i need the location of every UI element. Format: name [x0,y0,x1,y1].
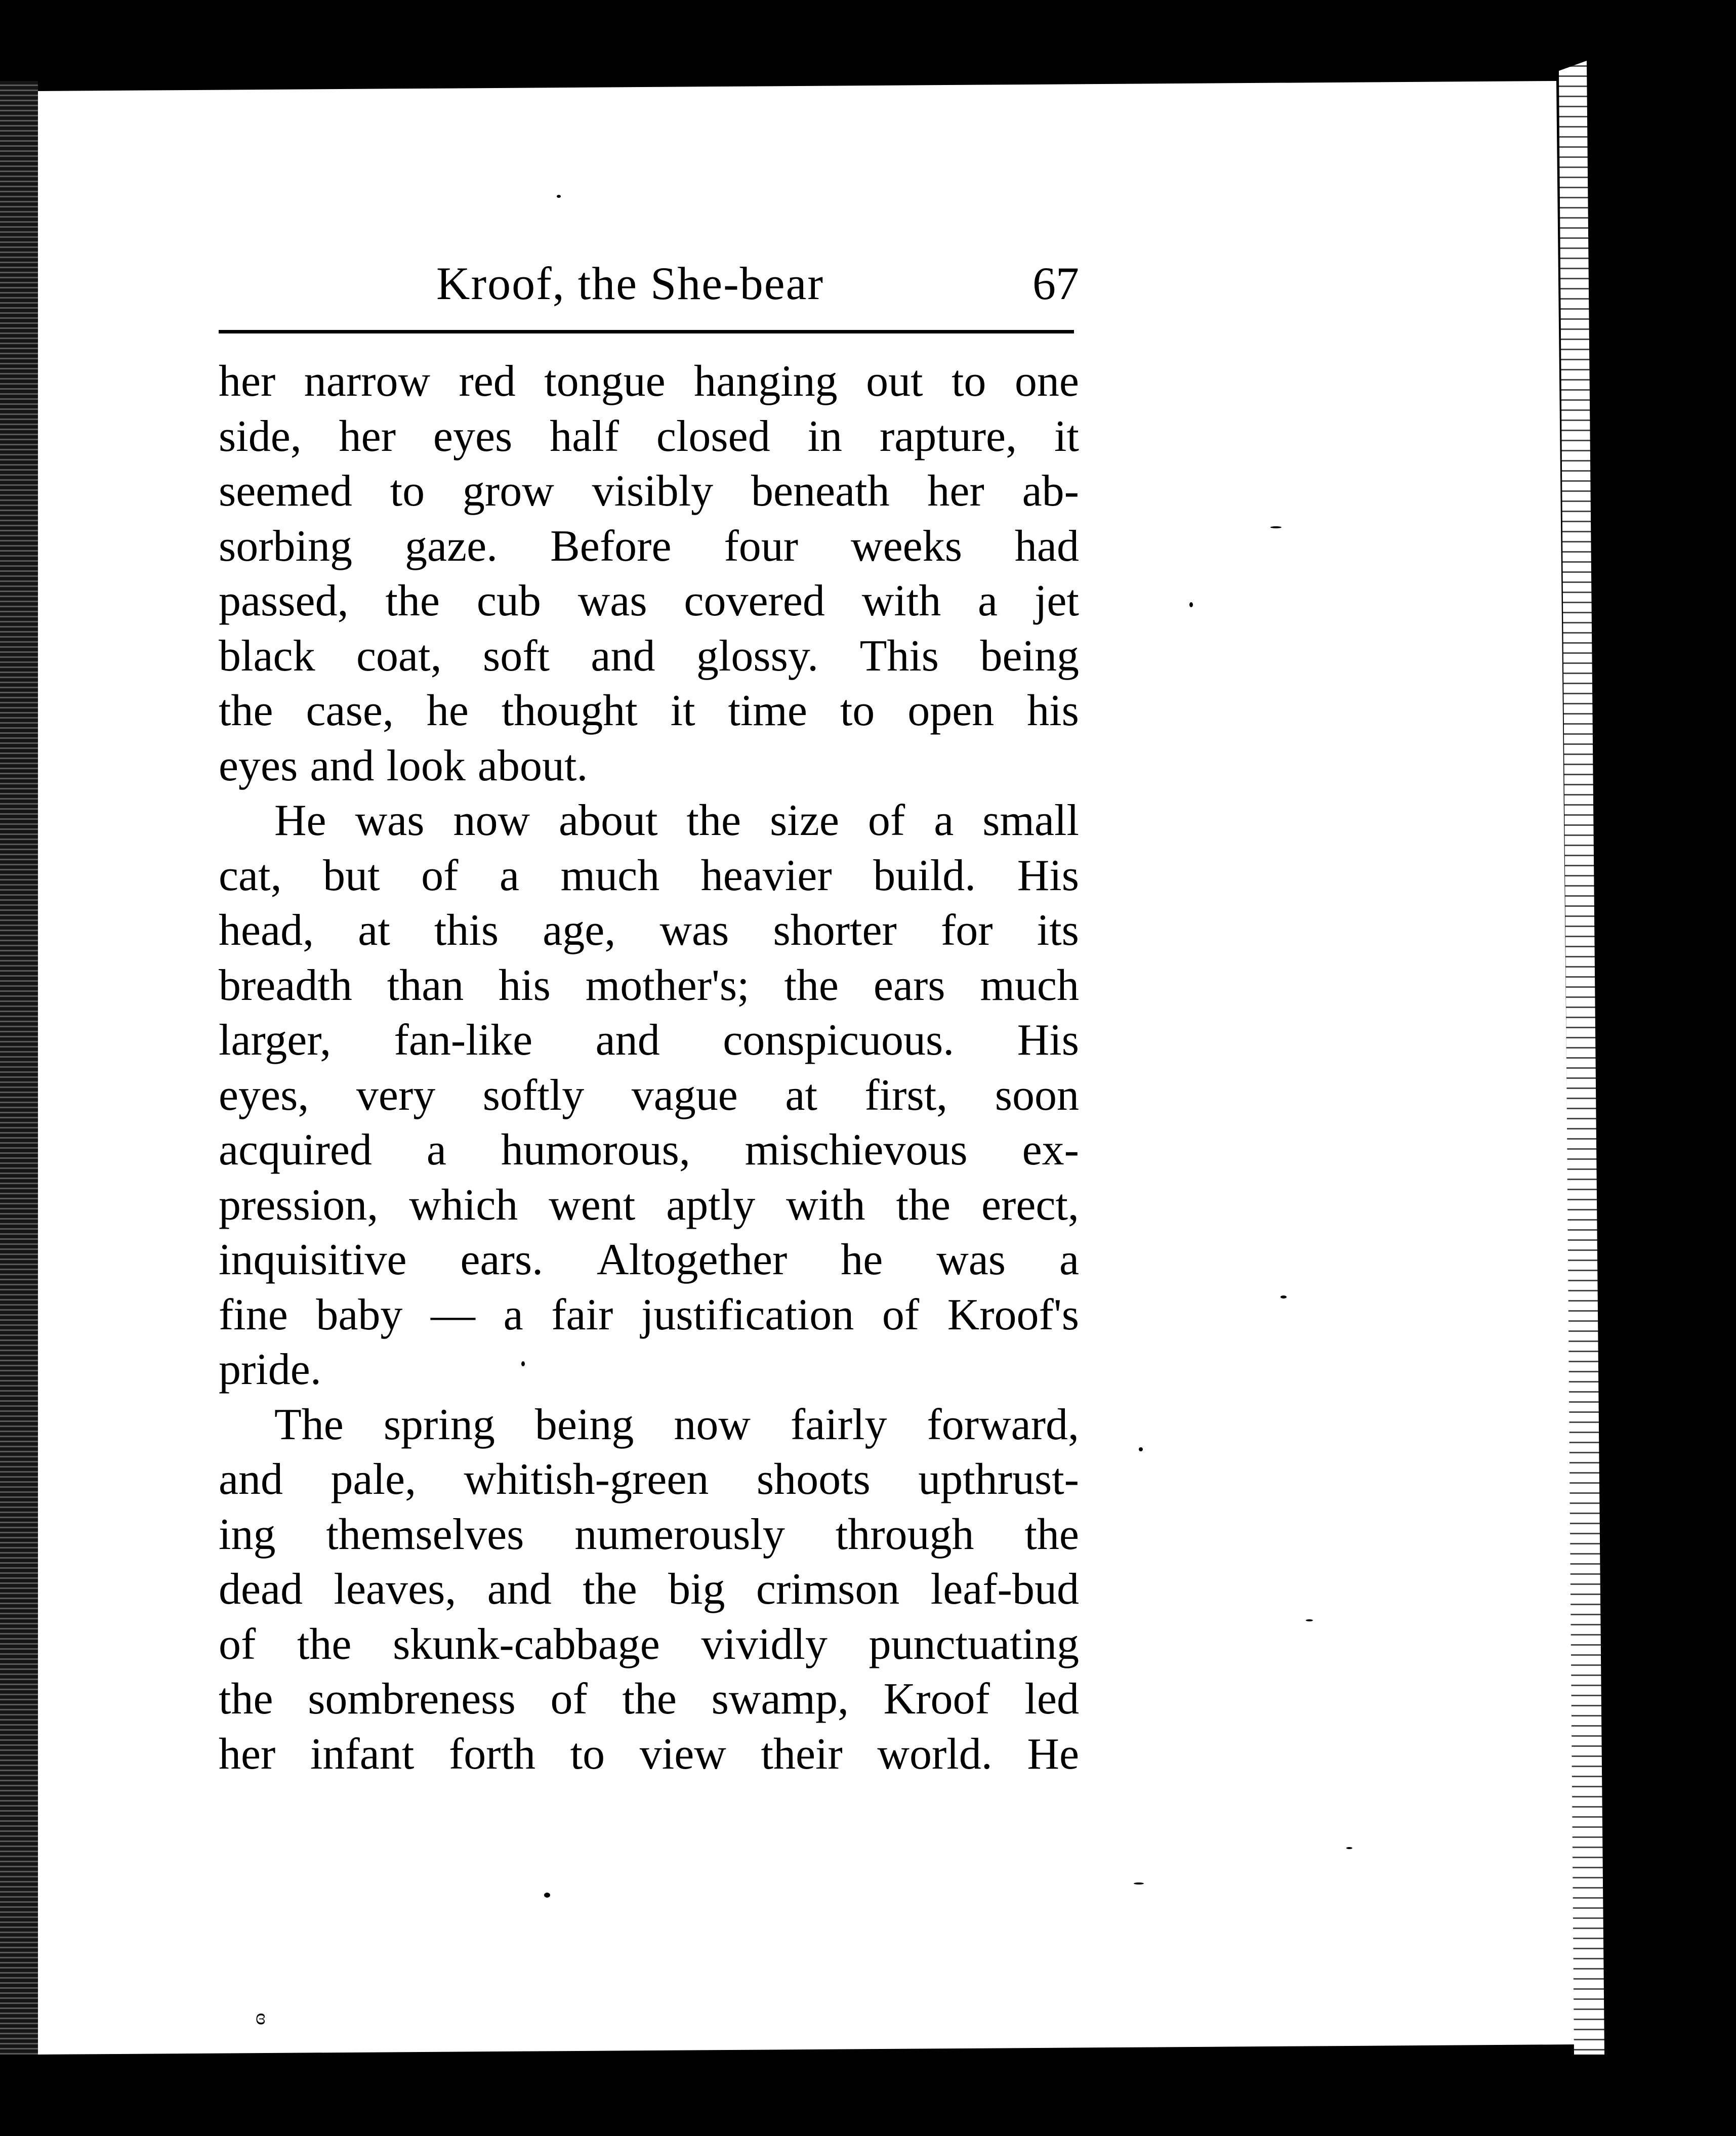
text-line [219,1123,1079,1178]
word: larger, [219,1016,332,1065]
text-line [219,464,1079,519]
ink-speck [1306,1619,1313,1621]
word: whitish-green [464,1455,709,1504]
word: inquisitive [219,1235,407,1284]
word: being [980,631,1079,681]
word: pression, [219,1180,379,1230]
word: the [219,1674,273,1724]
word: He [274,796,326,845]
word: crimson [756,1565,900,1614]
word: ab- [1022,467,1079,516]
word: leaves, [334,1565,457,1614]
word: seemed [219,467,352,516]
word: He [1027,1729,1079,1779]
word: eyes, [219,1070,309,1120]
ink-speck [1139,1447,1143,1451]
word: now [674,1400,751,1449]
word: out [866,357,923,406]
word: it [1054,411,1079,461]
word: covered [684,576,825,625]
word: Altogether [597,1235,788,1284]
word: world. [877,1729,993,1779]
text-line [219,409,1079,465]
word: shoots [756,1455,871,1504]
word: a [503,1290,523,1339]
word: his [499,960,551,1010]
word: to [951,357,986,406]
ink-speck [1189,602,1193,607]
word: small [982,796,1079,845]
word: soft [483,631,550,681]
word: side, [219,411,302,461]
word: cub [476,576,541,625]
word: baby [316,1290,403,1339]
word: he [426,686,469,735]
word: her [219,1729,276,1779]
word: being [534,1400,634,1449]
word: build. [873,851,976,900]
running-head-title: Kroof, the She-bear [436,258,824,309]
word: pride. [219,1345,321,1394]
word: the [784,960,839,1010]
word: black [219,631,315,681]
word: closed [656,411,770,461]
word: Before [550,521,672,571]
word: view [639,1729,726,1779]
word: sorbing [219,521,352,571]
word: vividly [701,1619,828,1669]
word: of [550,1674,588,1724]
word: swamp, [711,1674,849,1724]
text-line [219,1562,1079,1617]
word: justification [641,1290,854,1339]
word: the [686,796,741,845]
word: shorter [773,906,897,955]
word: the [219,686,273,735]
word: glossy. [696,631,819,681]
word: their [761,1729,843,1779]
word: Kroof's [947,1290,1079,1339]
word: the [385,576,440,625]
word: of [421,851,459,900]
running-head [219,253,1079,314]
word: was [577,576,647,625]
word: tongue [544,357,666,406]
text-line [219,574,1079,629]
word: gaze. [404,521,498,571]
word: for [941,906,993,955]
word: The [274,1400,344,1449]
word: but [323,851,380,900]
word: size [770,796,839,845]
word: look [386,741,466,790]
word: went [549,1180,636,1230]
text-line [219,958,1079,1014]
word: of [219,1619,256,1669]
word: breadth [219,960,352,1010]
word: he [841,1235,883,1284]
word: ing [219,1510,276,1559]
word: head, [219,906,314,955]
word: pale, [330,1455,417,1504]
word: jet [1034,576,1079,625]
word: cat, [219,851,282,900]
ink-speck [557,195,561,198]
footer-mark: ɞ [256,2004,266,2029]
word: through [835,1510,974,1559]
word: than [387,960,464,1010]
word: dead [219,1565,303,1614]
body-text [219,354,1079,1782]
word: weeks [851,521,962,571]
word: ears [873,960,945,1010]
word: mischievous [745,1125,968,1175]
ink-speck [1280,1295,1287,1299]
word: leaf-bud [930,1565,1079,1614]
word: of [867,796,905,845]
word: in [807,411,843,461]
word: much [980,960,1079,1010]
word: themselves [326,1510,524,1559]
word: the [1024,1510,1079,1559]
word: beneath [751,467,890,516]
text-line [219,519,1079,574]
word: big [668,1565,725,1614]
text-line [219,629,1079,684]
word: about [559,796,658,845]
word: one [1014,357,1079,406]
word: now [453,796,530,845]
word: case, [306,686,394,735]
word: very [356,1070,436,1120]
word: infant [310,1729,415,1779]
word: softly [482,1070,585,1120]
word: first, [864,1070,948,1120]
word: Kroof [883,1674,990,1724]
word: was [659,906,729,955]
word: half [550,411,619,461]
word: a [978,576,998,625]
word: was [355,796,425,845]
word: with [786,1180,865,1230]
word: at [358,906,390,955]
word: to [390,467,425,516]
word: a [426,1125,446,1175]
word: forth [448,1729,536,1779]
text-line [219,849,1079,904]
word: eyes [219,741,298,790]
text-line [219,684,1079,739]
text-line [219,1672,1079,1727]
word: grow [462,467,554,516]
word: passed, [219,576,349,625]
header-rule [219,330,1074,333]
word: thought [501,686,638,735]
word: and [595,1016,660,1065]
word: a [500,851,520,900]
text-line [219,1617,1079,1672]
page-number: 67 [1032,258,1079,309]
word: rapture, [879,411,1017,461]
word: fan-like [394,1016,533,1065]
word: to [840,686,875,735]
word: coat, [356,631,442,681]
word: fine [219,1290,288,1339]
word: His [1017,851,1079,900]
word: with [861,576,941,625]
word: conspicuous. [723,1016,955,1065]
text-line [219,1013,1079,1068]
word: its [1037,906,1079,955]
word: His [1017,1016,1079,1065]
word: her [339,411,396,461]
word: the [896,1180,951,1230]
word: had [1014,521,1079,571]
word: was [936,1235,1006,1284]
word: upthrust- [918,1455,1079,1504]
text-line [219,1507,1079,1563]
word: much [560,851,660,900]
word: her [219,357,276,406]
word: a [1059,1235,1079,1284]
word: hanging [694,357,838,406]
word: red [459,357,516,406]
word: punctuating [869,1619,1079,1669]
text-line [219,793,1079,849]
word: open [907,686,995,735]
word: this [434,906,499,955]
word: the [297,1619,352,1669]
word: acquired [219,1125,372,1175]
word: fair [551,1290,613,1339]
word: age, [543,906,616,955]
word: forward, [927,1400,1079,1449]
word: fairly [790,1400,887,1449]
word: ears. [460,1235,544,1284]
word: four [724,521,799,571]
text-line [219,1727,1079,1782]
word: narrow [304,357,431,406]
word: and [219,1455,283,1504]
word: sombreness [308,1674,516,1724]
word: eyes [433,411,513,461]
word: and [310,741,375,790]
text-line [219,739,1079,794]
word: aptly [666,1180,756,1230]
word: to [570,1729,605,1779]
word: heavier [700,851,832,900]
word: vague [631,1070,738,1120]
word: about. [477,741,588,790]
text-line [219,1288,1079,1343]
word: the [583,1565,637,1614]
word: her [927,467,984,516]
word: erect, [981,1180,1079,1230]
word: numerously [574,1510,785,1559]
word: humorous, [501,1125,690,1175]
page-gutter-edge [0,81,38,2055]
word: This [859,631,939,681]
word: his [1027,686,1079,735]
ink-speck [544,1893,550,1898]
word: the [622,1674,677,1724]
word: mother's; [585,960,750,1010]
ink-speck [521,1361,525,1366]
text-line [219,1233,1079,1288]
word: — [431,1290,475,1339]
word: at [785,1070,817,1120]
word: and [591,631,655,681]
word: soon [995,1070,1079,1120]
word: spring [383,1400,495,1449]
word: ex- [1022,1125,1079,1175]
word: which [409,1180,518,1230]
word: and [487,1565,552,1614]
ink-speck [1346,1847,1352,1849]
ink-speck [1270,526,1282,528]
word: visibly [592,467,714,516]
word: led [1024,1674,1079,1724]
text-line [219,1068,1079,1123]
ink-speck [1134,1882,1144,1884]
text-line [219,1452,1079,1507]
text-line [219,354,1079,409]
text-line [219,1398,1079,1453]
word: a [934,796,954,845]
word: time [728,686,807,735]
word: it [670,686,695,735]
text-line [219,903,1079,958]
word: skunk-cabbage [393,1619,660,1669]
text-line [219,1343,1079,1398]
text-line [219,1178,1079,1233]
word: of [882,1290,920,1339]
